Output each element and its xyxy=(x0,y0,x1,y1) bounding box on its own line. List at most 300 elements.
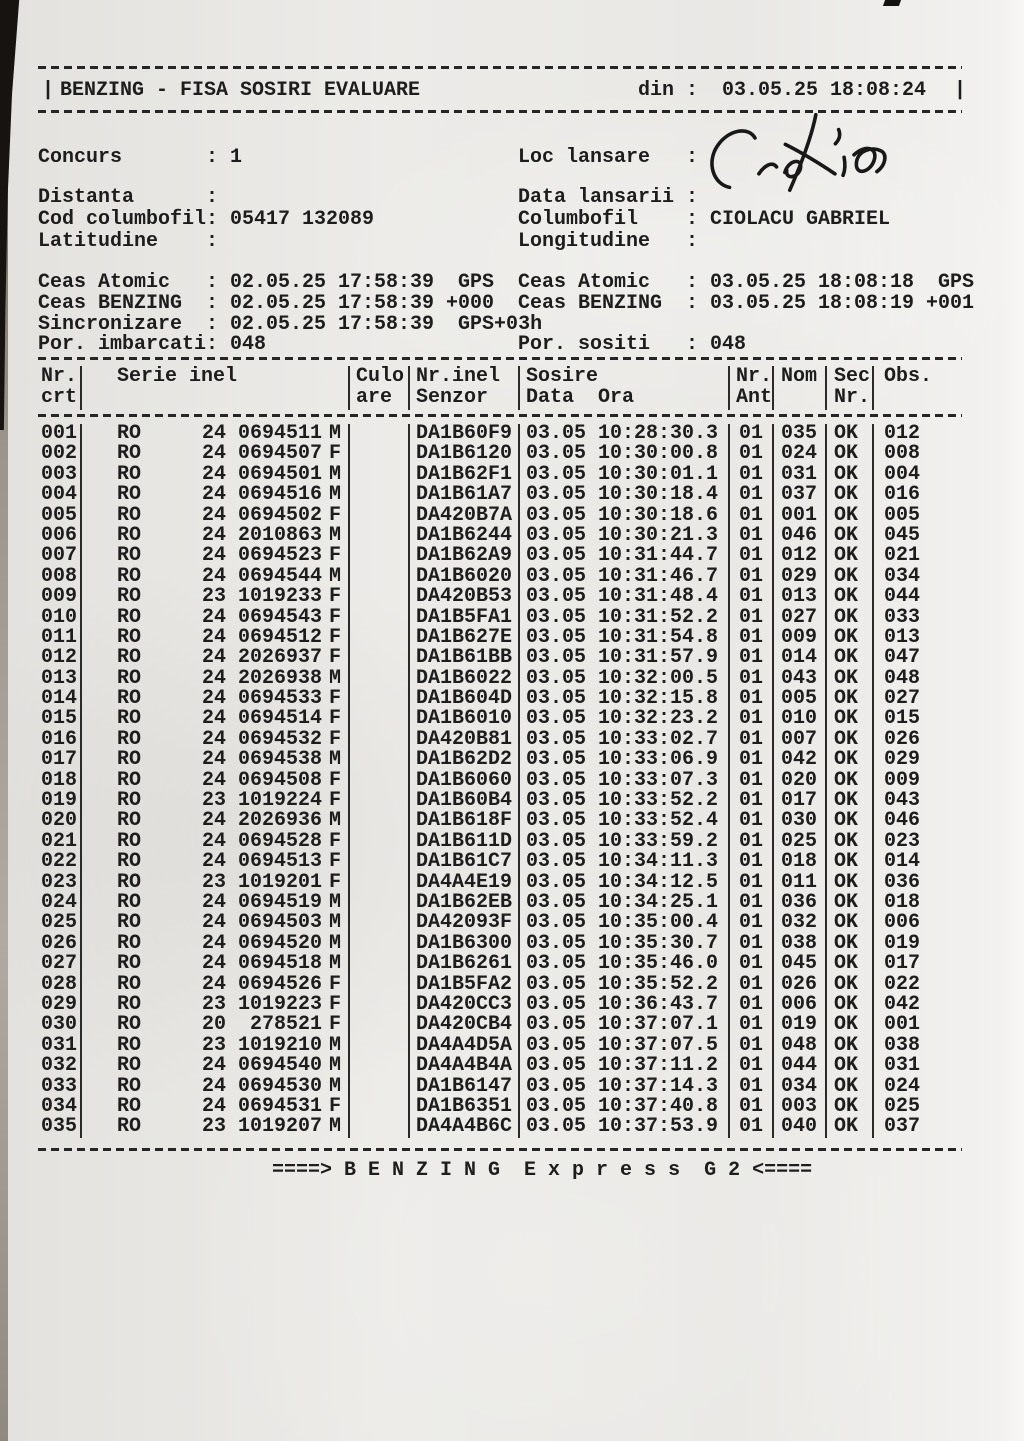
cell-culoare xyxy=(348,689,408,709)
cell-culoare xyxy=(348,1056,408,1076)
ring-sex: M xyxy=(328,1115,341,1139)
cell-sosire xyxy=(518,870,728,894)
cell-nr-ant: 01 xyxy=(728,465,772,485)
cell-senzor: DA1B604D xyxy=(408,689,518,709)
cell-nr-crt: 030 xyxy=(41,1013,78,1037)
colon: : xyxy=(686,230,699,253)
data-lansarii-label: Data lansarii xyxy=(518,186,675,209)
col-header-nr-crt: Nr. crt xyxy=(41,365,78,409)
cell-senzor: DA1B61BB xyxy=(408,648,518,668)
cell-culoare xyxy=(348,771,408,791)
cell-senzor: DA1B6351 xyxy=(408,1097,518,1117)
cell-nr-ant: 01 xyxy=(728,893,772,913)
cell-obs: 034 xyxy=(872,567,962,587)
cell-nr-ant: 01 xyxy=(728,689,772,709)
cell-sec: OK xyxy=(825,648,872,668)
cell-nom: 042 xyxy=(772,750,825,770)
ring-number: 0694538 xyxy=(237,748,322,772)
scan-corner-shadow xyxy=(0,0,30,430)
cell-nom: 044 xyxy=(772,1056,825,1076)
ring-country: RO xyxy=(117,707,142,731)
ring-sex: M xyxy=(328,1054,341,1078)
cell-obs: 014 xyxy=(872,852,962,872)
ring-sex: F xyxy=(328,1013,341,1037)
cell-culoare xyxy=(348,893,408,913)
loc-lansare-field xyxy=(518,147,698,168)
din-label: din : xyxy=(638,79,699,102)
cell-sec: OK xyxy=(825,526,872,546)
table-row xyxy=(38,1015,962,1035)
cell-sec: OK xyxy=(825,975,872,995)
ring-year: 24 xyxy=(201,748,226,772)
cell-sosire xyxy=(518,1074,728,1098)
gap xyxy=(586,485,598,505)
cell-nom: 043 xyxy=(772,669,825,689)
cell-nr-ant: 01 xyxy=(728,608,772,628)
cell-senzor: DA420B81 xyxy=(408,730,518,750)
cell-nr-ant: 01 xyxy=(728,995,772,1015)
gap xyxy=(586,852,598,872)
cod-columbofil-label: Cod columbofil xyxy=(38,208,207,231)
report-title-line xyxy=(38,79,967,102)
table-row xyxy=(38,689,962,709)
sosire-data: 03.05 xyxy=(526,850,587,874)
cell-serie-inel xyxy=(80,605,348,629)
table-row xyxy=(38,852,962,872)
cell-nr-ant: 01 xyxy=(728,506,772,526)
ceas-benzing-value-right: 03.05.25 18:08:19 +001 xyxy=(710,292,975,315)
sosire-ora: 10:33:52.4 xyxy=(598,809,719,833)
sosire-ora: 10:35:00.4 xyxy=(598,911,719,935)
colon: : xyxy=(686,186,699,209)
ring-number: 0694501 xyxy=(237,462,322,486)
cell-nom: 013 xyxy=(772,587,825,607)
cell-nr-ant: 01 xyxy=(728,913,772,933)
cell-obs: 031 xyxy=(872,1056,962,1076)
gap xyxy=(586,913,598,933)
cell-nom: 045 xyxy=(772,954,825,974)
cell-nr-crt: 020 xyxy=(41,809,78,833)
table-row xyxy=(38,666,962,690)
cell-nom: 031 xyxy=(772,465,825,485)
cell-sec: OK xyxy=(825,832,872,852)
ring-country: RO xyxy=(117,422,142,445)
cell-sec: OK xyxy=(825,444,872,464)
cell-nr-crt: 023 xyxy=(41,870,78,894)
data-lansarii-value xyxy=(698,186,710,209)
cell-nr-ant: 01 xyxy=(728,791,772,811)
ring-sex: M xyxy=(328,911,341,935)
din-timestamp: 03.05.25 18:08:24 xyxy=(722,79,927,102)
cell-sec: OK xyxy=(825,873,872,893)
col-header-nom: Nom xyxy=(772,366,825,410)
ring-sex: M xyxy=(328,1074,341,1098)
report-content xyxy=(38,56,975,1436)
sosire-ora: 10:37:07.1 xyxy=(598,1013,719,1037)
ring-year: 24 xyxy=(201,809,226,833)
ring-country: RO xyxy=(117,870,142,894)
gap xyxy=(586,954,598,974)
sosire-data: 03.05 xyxy=(526,422,587,445)
ring-sex: F xyxy=(328,972,341,996)
cell-senzor: DA1B6300 xyxy=(408,934,518,954)
ring-country: RO xyxy=(117,1074,142,1098)
table-row xyxy=(38,444,962,464)
cell-culoare xyxy=(348,954,408,974)
cell-culoare xyxy=(348,444,408,464)
ring-number: 0694520 xyxy=(237,931,322,955)
cell-sec: OK xyxy=(825,669,872,689)
cell-nr-crt: 017 xyxy=(41,748,78,772)
cell-nr-crt: 022 xyxy=(41,850,78,874)
cell-obs: 043 xyxy=(872,791,962,811)
sosire-ora: 10:32:00.5 xyxy=(598,666,719,690)
cell-obs: 022 xyxy=(872,975,962,995)
table-row xyxy=(38,462,962,486)
ceas-benzing-field-right xyxy=(518,293,974,314)
cell-sec: OK xyxy=(825,1036,872,1056)
ring-year: 23 xyxy=(201,992,226,1016)
table-row xyxy=(38,791,962,811)
cell-nr-ant: 01 xyxy=(728,1117,772,1137)
sosire-data: 03.05 xyxy=(526,462,587,486)
cell-senzor: DA4A4B4A xyxy=(408,1056,518,1076)
por-imbarcati-value: 048 xyxy=(230,333,267,356)
cell-serie-inel xyxy=(80,462,348,486)
cell-sosire xyxy=(518,625,728,649)
cell-culoare xyxy=(348,424,408,444)
cell-nom: 006 xyxy=(772,995,825,1015)
ring-country: RO xyxy=(117,503,142,527)
ring-year: 24 xyxy=(201,931,226,955)
ring-number: 2010863 xyxy=(237,523,322,547)
columbofil-field xyxy=(518,209,890,230)
sosire-data: 03.05 xyxy=(526,748,587,772)
cell-nom: 005 xyxy=(772,689,825,709)
ring-country: RO xyxy=(117,992,142,1016)
cell-serie-inel xyxy=(80,546,348,566)
sosire-ora: 10:36:43.7 xyxy=(598,992,719,1016)
table-row xyxy=(38,625,962,649)
cell-obs: 046 xyxy=(872,811,962,831)
ring-number: 2026938 xyxy=(237,666,322,690)
info-line-ceas-atomic xyxy=(38,271,975,294)
ring-country: RO xyxy=(117,890,142,914)
colon: : xyxy=(206,186,219,209)
pipe-glyph: | xyxy=(42,79,55,102)
cell-serie-inel xyxy=(80,768,348,792)
table-row xyxy=(38,890,962,914)
ring-sex: F xyxy=(328,1094,341,1118)
sosire-data: 03.05 xyxy=(526,687,587,711)
cell-serie-inel xyxy=(80,1015,348,1035)
cell-nr-crt: 019 xyxy=(41,789,78,813)
cell-nom: 020 xyxy=(772,771,825,791)
ring-number: 2026936 xyxy=(237,809,322,833)
ring-number: 0694512 xyxy=(237,625,322,649)
gap xyxy=(586,546,598,566)
sosire-data: 03.05 xyxy=(526,972,587,996)
ring-country: RO xyxy=(117,523,142,547)
cell-senzor: DA1B618F xyxy=(408,811,518,831)
cell-serie-inel xyxy=(80,1056,348,1076)
table-row xyxy=(38,564,962,588)
cell-senzor: DA1B6244 xyxy=(408,526,518,546)
ring-sex: F xyxy=(328,605,341,629)
ring-year: 24 xyxy=(201,422,226,445)
cell-serie-inel xyxy=(80,931,348,955)
handwritten-loc-lansare xyxy=(696,109,890,204)
ring-sex: F xyxy=(328,442,341,466)
col-header-serie-inel: Serie inel xyxy=(80,366,348,410)
cell-nr-ant: 01 xyxy=(728,852,772,872)
cell-sec: OK xyxy=(825,567,872,587)
table-row xyxy=(38,870,962,894)
cell-sec: OK xyxy=(825,1097,872,1117)
cell-nom: 011 xyxy=(772,873,825,893)
cell-nr-crt: 004 xyxy=(41,483,78,507)
ring-year: 24 xyxy=(201,483,226,507)
cell-serie-inel xyxy=(80,1033,348,1057)
sosire-data: 03.05 xyxy=(526,544,587,568)
ceas-atomic-label-left: Ceas Atomic xyxy=(38,271,171,294)
cell-nom: 025 xyxy=(772,832,825,852)
col-header-nr-ant: Nr. Ant xyxy=(728,366,772,410)
cell-sosire xyxy=(518,1094,728,1118)
ring-number: 0694526 xyxy=(237,972,322,996)
ring-number: 0694508 xyxy=(237,768,322,792)
sosire-ora: 10:33:02.7 xyxy=(598,727,719,751)
ring-country: RO xyxy=(117,768,142,792)
cell-nr-crt: 015 xyxy=(41,707,78,731)
cell-sosire xyxy=(518,546,728,566)
ring-number: 0694502 xyxy=(237,503,322,527)
cell-sec: OK xyxy=(825,811,872,831)
ring-number: 278521 xyxy=(249,1013,322,1037)
gap xyxy=(586,730,598,750)
gap xyxy=(586,669,598,689)
cell-senzor: DA420B7A xyxy=(408,506,518,526)
col-header-obs: Obs. xyxy=(872,366,962,410)
cell-obs: 045 xyxy=(872,526,962,546)
cell-sosire xyxy=(518,523,728,547)
cell-sosire xyxy=(518,852,728,872)
cell-senzor: DA1B62F1 xyxy=(408,465,518,485)
ring-country: RO xyxy=(117,1013,142,1037)
cell-culoare xyxy=(348,506,408,526)
cell-serie-inel xyxy=(80,485,348,505)
ring-number: 0694523 xyxy=(237,544,322,568)
cell-obs: 017 xyxy=(872,954,962,974)
ring-year: 24 xyxy=(201,605,226,629)
gap xyxy=(586,1015,598,1035)
sosire-data: 03.05 xyxy=(526,931,587,955)
ring-sex: M xyxy=(328,809,341,833)
cell-sec: OK xyxy=(825,424,872,444)
cell-culoare xyxy=(348,669,408,689)
info-line-porumbei xyxy=(38,333,747,356)
cell-nr-crt: 034 xyxy=(41,1094,78,1118)
sosire-data: 03.05 xyxy=(526,952,587,976)
ring-country: RO xyxy=(117,972,142,996)
ring-year: 20 xyxy=(201,1013,226,1037)
colon: : xyxy=(206,292,219,315)
cell-serie-inel xyxy=(80,1094,348,1118)
sosire-ora: 10:31:44.7 xyxy=(598,544,719,568)
table-row xyxy=(38,485,962,505)
cell-obs: 027 xyxy=(872,689,962,709)
cell-sosire xyxy=(518,1056,728,1076)
sosire-data: 03.05 xyxy=(526,666,587,690)
cell-senzor: DA4A4E19 xyxy=(408,873,518,893)
ring-year: 24 xyxy=(201,462,226,486)
ceas-atomic-field-right xyxy=(518,272,974,293)
sosire-ora: 10:34:25.1 xyxy=(598,890,719,914)
cell-culoare xyxy=(348,995,408,1015)
sosire-data: 03.05 xyxy=(526,890,587,914)
sosire-ora: 10:37:11.2 xyxy=(598,1054,719,1078)
info-line-cod-columbofil xyxy=(38,208,891,231)
cell-nr-ant: 01 xyxy=(728,873,772,893)
gap xyxy=(586,526,598,546)
ring-year: 24 xyxy=(201,727,226,751)
ring-number: 0694532 xyxy=(237,727,322,751)
cell-culoare xyxy=(348,1097,408,1117)
cell-nom: 029 xyxy=(772,567,825,587)
ring-country: RO xyxy=(117,850,142,874)
ring-sex: M xyxy=(328,483,341,507)
sincronizare-label: Sincronizare xyxy=(38,313,183,336)
cell-culoare xyxy=(348,975,408,995)
cell-nom: 007 xyxy=(772,730,825,750)
cell-obs: 038 xyxy=(872,1036,962,1056)
table-row xyxy=(38,811,962,831)
cell-nr-ant: 01 xyxy=(728,811,772,831)
gap xyxy=(586,1077,598,1097)
handwriting-stroke xyxy=(785,142,835,176)
cell-sosire xyxy=(518,1015,728,1035)
cell-serie-inel xyxy=(80,625,348,649)
distanta-value xyxy=(218,186,230,209)
ring-country: RO xyxy=(117,625,142,649)
gap xyxy=(586,1117,598,1137)
cell-senzor: DA1B6020 xyxy=(408,567,518,587)
gap xyxy=(586,934,598,954)
cell-culoare xyxy=(348,832,408,852)
cell-serie-inel xyxy=(80,750,348,770)
ring-sex: F xyxy=(328,625,341,649)
colon: : xyxy=(686,146,699,169)
cell-nr-ant: 01 xyxy=(728,587,772,607)
cell-senzor: DA42093F xyxy=(408,913,518,933)
cell-senzor: DA1B627E xyxy=(408,628,518,648)
cell-obs: 021 xyxy=(872,546,962,566)
cell-nr-ant: 01 xyxy=(728,1077,772,1097)
cell-sosire xyxy=(518,829,728,853)
cell-nr-ant: 01 xyxy=(728,832,772,852)
por-imbarcati-label: Por. imbarcati xyxy=(38,333,207,356)
cell-nom: 034 xyxy=(772,1077,825,1097)
cell-culoare xyxy=(348,730,408,750)
sosire-data: 03.05 xyxy=(526,789,587,813)
data-lansarii-field xyxy=(518,187,710,208)
cell-serie-inel xyxy=(80,852,348,872)
cell-serie-inel xyxy=(80,503,348,527)
sosire-data: 03.05 xyxy=(526,442,587,466)
cell-sosire xyxy=(518,689,728,709)
ring-year: 24 xyxy=(201,666,226,690)
ceas-benzing-label-left: Ceas BENZING xyxy=(38,292,183,315)
cell-senzor: DA420CC3 xyxy=(408,995,518,1015)
ring-country: RO xyxy=(117,789,142,813)
ring-year: 24 xyxy=(201,911,226,935)
sosire-ora: 10:37:07.5 xyxy=(598,1033,719,1057)
latitudine-label: Latitudine xyxy=(38,230,159,253)
cell-nr-ant: 01 xyxy=(728,709,772,729)
gap xyxy=(586,873,598,893)
cell-serie-inel xyxy=(80,829,348,853)
colon: : xyxy=(206,146,219,169)
cell-obs: 012 xyxy=(872,424,962,444)
cell-sosire xyxy=(518,648,728,668)
ring-year: 24 xyxy=(201,768,226,792)
cell-culoare xyxy=(348,934,408,954)
cell-nr-crt: 011 xyxy=(41,625,78,649)
cell-culoare xyxy=(348,608,408,628)
cell-culoare xyxy=(348,485,408,505)
cell-nr-crt: 001 xyxy=(41,422,78,445)
sosire-data: 03.05 xyxy=(526,870,587,894)
cell-serie-inel xyxy=(80,564,348,588)
cell-sec: OK xyxy=(825,506,872,526)
sosire-data: 03.05 xyxy=(526,1013,587,1037)
sosire-ora: 10:33:52.2 xyxy=(598,789,719,813)
gap xyxy=(586,893,598,913)
cell-nr-ant: 01 xyxy=(728,954,772,974)
ring-year: 24 xyxy=(201,442,226,466)
gap xyxy=(586,811,598,831)
ring-number: 0694531 xyxy=(237,1094,322,1118)
gap xyxy=(586,1097,598,1117)
sosire-data: 03.05 xyxy=(526,768,587,792)
ring-country: RO xyxy=(117,931,142,955)
table-row xyxy=(38,1074,962,1098)
cell-senzor: DA1B611D xyxy=(408,832,518,852)
cell-sec: OK xyxy=(825,995,872,1015)
cell-serie-inel xyxy=(80,870,348,894)
ring-number: 1019207 xyxy=(237,1115,322,1139)
cell-serie-inel xyxy=(80,992,348,1016)
cell-nr-crt: 008 xyxy=(41,564,78,588)
ring-year: 24 xyxy=(201,850,226,874)
sosire-data: 03.05 xyxy=(526,809,587,833)
sosire-ora: 10:31:57.9 xyxy=(598,646,719,670)
cell-obs: 026 xyxy=(872,730,962,750)
cell-nr-ant: 01 xyxy=(728,1097,772,1117)
info-line-sincronizare xyxy=(38,314,542,335)
ring-number: 0694528 xyxy=(237,829,322,853)
cell-sosire xyxy=(518,954,728,974)
ceas-benzing-label-right: Ceas BENZING xyxy=(518,292,663,315)
cell-sosire xyxy=(518,1033,728,1057)
cell-culoare xyxy=(348,709,408,729)
gap xyxy=(586,465,598,485)
cell-nr-crt: 021 xyxy=(41,829,78,853)
cell-serie-inel xyxy=(80,1117,348,1137)
cell-sec: OK xyxy=(825,1077,872,1097)
ring-sex: F xyxy=(328,768,341,792)
cell-sosire xyxy=(518,564,728,588)
